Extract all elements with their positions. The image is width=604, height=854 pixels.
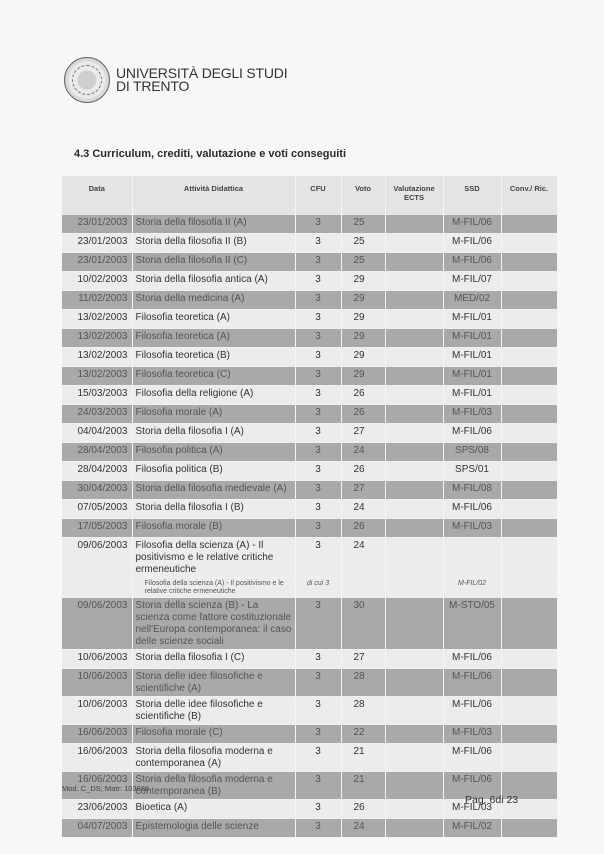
cell-voto: 29 bbox=[341, 310, 385, 329]
cell-activity: Filosofia morale (C) bbox=[132, 725, 295, 744]
cell-ects bbox=[385, 348, 443, 367]
cell-cfu: 3 bbox=[295, 744, 341, 772]
cell-date: 11/02/2003 bbox=[62, 291, 132, 310]
cell-ssd: M-FIL/06 bbox=[443, 253, 501, 272]
cell-conv bbox=[501, 348, 557, 367]
cell-conv bbox=[501, 253, 557, 272]
cell-conv bbox=[501, 500, 557, 519]
cell-ects bbox=[385, 272, 443, 291]
cell-date: 28/04/2003 bbox=[62, 462, 132, 481]
cell-ssd: M-FIL/02 bbox=[443, 578, 501, 598]
cell-voto: 25 bbox=[341, 234, 385, 253]
table-row bbox=[62, 538, 557, 578]
cell-ssd: M-FIL/01 bbox=[443, 367, 501, 386]
page-number: Pag. 6di 23 bbox=[465, 794, 519, 806]
column-header-attivita: Attività Didattica bbox=[132, 176, 295, 215]
cell-ects bbox=[385, 538, 443, 578]
cell-date: 17/05/2003 bbox=[62, 519, 132, 538]
cell-voto: 26 bbox=[341, 386, 385, 405]
cell-ssd: M-FIL/02 bbox=[443, 819, 501, 838]
cell-conv bbox=[501, 215, 557, 234]
cell-date: 13/02/2003 bbox=[62, 367, 132, 386]
cell-voto: 27 bbox=[341, 650, 385, 669]
cell-ssd: M-FIL/03 bbox=[443, 800, 501, 819]
cell-conv bbox=[501, 669, 557, 697]
cell-activity: Filosofia morale (B) bbox=[132, 519, 295, 538]
cell-ects bbox=[385, 329, 443, 348]
cell-ects bbox=[385, 424, 443, 443]
column-header-conv: Conv./ Ric. bbox=[501, 176, 557, 215]
cell-activity: Storia della filosofia II (B) bbox=[132, 234, 295, 253]
cell-cfu: 3 bbox=[295, 800, 341, 819]
cell-date: 04/07/2003 bbox=[62, 819, 132, 838]
cell-date: 30/04/2003 bbox=[62, 481, 132, 500]
cell-date: 09/06/2003 bbox=[62, 538, 132, 578]
table-row bbox=[62, 348, 557, 367]
cell-cfu: 3 bbox=[295, 772, 341, 800]
table-row bbox=[62, 744, 557, 772]
cell-activity: Filosofia politica (A) bbox=[132, 443, 295, 462]
cell-ects bbox=[385, 253, 443, 272]
cell-ects bbox=[385, 443, 443, 462]
cell-cfu: 3 bbox=[295, 462, 341, 481]
cell-conv bbox=[501, 578, 557, 598]
cell-date: 04/04/2003 bbox=[62, 424, 132, 443]
cell-ssd bbox=[443, 538, 501, 578]
table-row bbox=[62, 234, 557, 253]
cell-ects bbox=[385, 800, 443, 819]
table-row bbox=[62, 725, 557, 744]
cell-ects bbox=[385, 367, 443, 386]
cell-conv bbox=[501, 329, 557, 348]
cell-ssd: M-FIL/01 bbox=[443, 386, 501, 405]
table-row bbox=[62, 386, 557, 405]
cell-ssd: M-FIL/06 bbox=[443, 669, 501, 697]
cell-cfu: 3 bbox=[295, 669, 341, 697]
cell-conv bbox=[501, 367, 557, 386]
cell-conv bbox=[501, 386, 557, 405]
cell-activity: Filosofia della scienza (A) - Il positivismo e le relative critiche ermeneutiche bbox=[132, 578, 295, 598]
cell-ssd: M-FIL/06 bbox=[443, 650, 501, 669]
cell-ssd: M-FIL/01 bbox=[443, 348, 501, 367]
cell-date: 13/02/2003 bbox=[62, 348, 132, 367]
table-row bbox=[62, 519, 557, 538]
cell-date: 23/06/2003 bbox=[62, 800, 132, 819]
cell-ssd: M-FIL/06 bbox=[443, 500, 501, 519]
cell-date: 07/05/2003 bbox=[62, 500, 132, 519]
cell-date: 23/01/2003 bbox=[62, 215, 132, 234]
table-header-row bbox=[62, 176, 557, 215]
cell-date: 23/01/2003 bbox=[62, 234, 132, 253]
table-row bbox=[62, 272, 557, 291]
cell-ects bbox=[385, 310, 443, 329]
cell-cfu: 3 bbox=[295, 481, 341, 500]
cell-conv bbox=[501, 424, 557, 443]
cell-conv bbox=[501, 650, 557, 669]
cell-ssd: M-FIL/06 bbox=[443, 424, 501, 443]
cell-cfu: 3 bbox=[295, 538, 341, 578]
table-row bbox=[62, 291, 557, 310]
table-row bbox=[62, 443, 557, 462]
cell-cfu: 3 bbox=[295, 386, 341, 405]
cell-ssd: MED/02 bbox=[443, 291, 501, 310]
table-row bbox=[62, 215, 557, 234]
cell-activity: Filosofia politica (B) bbox=[132, 462, 295, 481]
cell-activity: Storia delle idee filosofiche e scientifiche (B) bbox=[132, 697, 295, 725]
cell-conv bbox=[501, 443, 557, 462]
cell-date: 09/06/2003 bbox=[62, 598, 132, 650]
table-row bbox=[62, 424, 557, 443]
cell-date: 16/06/2003 bbox=[62, 725, 132, 744]
cell-cfu: 3 bbox=[295, 310, 341, 329]
cell-activity: Storia della filosofia moderna e contemporanea (A) bbox=[132, 744, 295, 772]
cell-ects bbox=[385, 405, 443, 424]
cell-activity: Storia della filosofia medievale (A) bbox=[132, 481, 295, 500]
cell-conv bbox=[501, 598, 557, 650]
cell-cfu: 3 bbox=[295, 500, 341, 519]
cell-voto: 26 bbox=[341, 405, 385, 424]
cell-cfu: 3 bbox=[295, 819, 341, 838]
cell-activity: Storia della filosofia II (C) bbox=[132, 253, 295, 272]
cell-conv bbox=[501, 481, 557, 500]
cell-voto: 28 bbox=[341, 669, 385, 697]
university-seal-icon bbox=[64, 57, 110, 103]
cell-voto: 29 bbox=[341, 367, 385, 386]
cell-voto: 24 bbox=[341, 819, 385, 838]
cell-ects bbox=[385, 481, 443, 500]
cell-voto: 26 bbox=[341, 800, 385, 819]
column-header-voto: Voto bbox=[341, 176, 385, 215]
cell-conv bbox=[501, 744, 557, 772]
cell-cfu: 3 bbox=[295, 291, 341, 310]
cell-activity: Storia della filosofia I (C) bbox=[132, 650, 295, 669]
cell-cfu: 3 bbox=[295, 234, 341, 253]
cell-date: 10/06/2003 bbox=[62, 697, 132, 725]
column-header-ects: Valutazione ECTS bbox=[385, 176, 443, 215]
cell-ssd: M-FIL/06 bbox=[443, 744, 501, 772]
table-row bbox=[62, 253, 557, 272]
cell-cfu: 3 bbox=[295, 272, 341, 291]
cell-voto: 21 bbox=[341, 744, 385, 772]
cell-date: 24/03/2003 bbox=[62, 405, 132, 424]
cell-activity: Storia della scienza (B) - La scienza come fattore costituzionale nell'Europa contemporanea: il caso delle scienze sociali bbox=[132, 598, 295, 650]
cell-conv bbox=[501, 272, 557, 291]
cell-voto: 26 bbox=[341, 462, 385, 481]
cell-ects bbox=[385, 650, 443, 669]
cell-date: 13/02/2003 bbox=[62, 329, 132, 348]
cell-ects bbox=[385, 500, 443, 519]
column-header-ssd: SSD bbox=[443, 176, 501, 215]
cell-voto: 24 bbox=[341, 500, 385, 519]
cell-voto: 24 bbox=[341, 538, 385, 578]
cell-ssd: M-FIL/08 bbox=[443, 481, 501, 500]
cell-ssd: SPS/01 bbox=[443, 462, 501, 481]
table-row bbox=[62, 500, 557, 519]
cell-ects bbox=[385, 234, 443, 253]
cell-ssd: SPS/08 bbox=[443, 443, 501, 462]
cell-activity: Storia della filosofia I (B) bbox=[132, 500, 295, 519]
cell-ssd: M-FIL/01 bbox=[443, 329, 501, 348]
cell-ssd: M-FIL/03 bbox=[443, 725, 501, 744]
cell-activity: Storia della filosofia II (A) bbox=[132, 215, 295, 234]
cell-ects bbox=[385, 819, 443, 838]
table-row bbox=[62, 650, 557, 669]
cell-ssd: M-FIL/01 bbox=[443, 310, 501, 329]
cell-cfu: 3 bbox=[295, 443, 341, 462]
cell-ssd: M-FIL/06 bbox=[443, 215, 501, 234]
cell-activity: Storia della filosofia moderna e contemporanea (B) bbox=[132, 772, 295, 800]
cell-activity: Storia della medicina (A) bbox=[132, 291, 295, 310]
cell-ects bbox=[385, 578, 443, 598]
module-reference: Mod. C_DS; Matr: 103686 bbox=[62, 784, 150, 793]
cell-cfu: 3 bbox=[295, 329, 341, 348]
cell-ssd: M-FIL/06 bbox=[443, 234, 501, 253]
table-row bbox=[62, 367, 557, 386]
cell-ssd: M-FIL/06 bbox=[443, 697, 501, 725]
cell-conv bbox=[501, 697, 557, 725]
cell-cfu: 3 bbox=[295, 348, 341, 367]
cell-activity: Filosofia teoretica (B) bbox=[132, 348, 295, 367]
cell-ects bbox=[385, 215, 443, 234]
cell-cfu: 3 bbox=[295, 367, 341, 386]
table-row bbox=[62, 697, 557, 725]
cell-voto: 29 bbox=[341, 329, 385, 348]
cell-voto: 29 bbox=[341, 272, 385, 291]
cell-conv bbox=[501, 234, 557, 253]
cell-date: 23/01/2003 bbox=[62, 253, 132, 272]
cell-activity: Filosofia morale (A) bbox=[132, 405, 295, 424]
cell-ects bbox=[385, 697, 443, 725]
cell-voto: 25 bbox=[341, 253, 385, 272]
cell-date: 28/04/2003 bbox=[62, 443, 132, 462]
cell-voto: 26 bbox=[341, 519, 385, 538]
university-logo bbox=[64, 57, 287, 103]
cell-conv bbox=[501, 725, 557, 744]
cell-date: 13/02/2003 bbox=[62, 310, 132, 329]
column-header-data: Data bbox=[62, 176, 132, 215]
cell-voto: 29 bbox=[341, 291, 385, 310]
cell-date: 10/06/2003 bbox=[62, 669, 132, 697]
cell-cfu: 3 bbox=[295, 215, 341, 234]
cell-voto: 25 bbox=[341, 215, 385, 234]
table-row bbox=[62, 405, 557, 424]
cell-activity: Bioetica (A) bbox=[132, 800, 295, 819]
cell-ssd: M-FIL/03 bbox=[443, 519, 501, 538]
cell-date: 15/03/2003 bbox=[62, 386, 132, 405]
cell-cfu: 3 bbox=[295, 253, 341, 272]
cell-voto: 29 bbox=[341, 348, 385, 367]
cell-cfu: 3 bbox=[295, 725, 341, 744]
cell-ssd: M-STO/05 bbox=[443, 598, 501, 650]
cell-ects bbox=[385, 291, 443, 310]
table-row bbox=[62, 669, 557, 697]
cell-ects bbox=[385, 462, 443, 481]
cell-activity: Storia delle idee filosofiche e scientifiche (A) bbox=[132, 669, 295, 697]
cell-conv bbox=[501, 819, 557, 838]
cell-conv bbox=[501, 405, 557, 424]
cell-activity: Storia della filosofia antica (A) bbox=[132, 272, 295, 291]
cell-voto: 28 bbox=[341, 697, 385, 725]
table-row bbox=[62, 329, 557, 348]
university-name bbox=[116, 67, 287, 93]
cell-activity: Filosofia teoretica (C) bbox=[132, 367, 295, 386]
cell-activity: Epistemologia delle scienze bbox=[132, 819, 295, 838]
cell-ssd: M-FIL/06 bbox=[443, 772, 501, 800]
cell-cfu: di cui 3 bbox=[295, 578, 341, 598]
cell-date bbox=[62, 578, 132, 598]
cell-conv bbox=[501, 310, 557, 329]
cell-ects bbox=[385, 519, 443, 538]
section-title: 4.3 Curriculum, crediti, valutazione e voti conseguiti bbox=[74, 148, 347, 160]
cell-cfu: 3 bbox=[295, 598, 341, 650]
curriculum-table bbox=[62, 176, 558, 838]
cell-voto: 27 bbox=[341, 424, 385, 443]
column-header-cfu: CFU bbox=[295, 176, 341, 215]
table-row bbox=[62, 819, 557, 838]
cell-ssd: M-FIL/03 bbox=[443, 405, 501, 424]
cell-ects bbox=[385, 386, 443, 405]
cell-voto bbox=[341, 578, 385, 598]
cell-date: 16/06/2003 bbox=[62, 772, 132, 800]
university-name-line2: DI TRENTO bbox=[116, 78, 190, 94]
table-row bbox=[62, 462, 557, 481]
cell-voto: 22 bbox=[341, 725, 385, 744]
table-row bbox=[62, 481, 557, 500]
cell-cfu: 3 bbox=[295, 405, 341, 424]
cell-ects bbox=[385, 772, 443, 800]
cell-cfu: 3 bbox=[295, 424, 341, 443]
table-row bbox=[62, 598, 557, 650]
cell-date: 10/02/2003 bbox=[62, 272, 132, 291]
cell-voto: 30 bbox=[341, 598, 385, 650]
cell-conv bbox=[501, 291, 557, 310]
cell-activity: Filosofia della religione (A) bbox=[132, 386, 295, 405]
table-row bbox=[62, 310, 557, 329]
cell-conv bbox=[501, 462, 557, 481]
cell-conv bbox=[501, 519, 557, 538]
cell-conv bbox=[501, 538, 557, 578]
cell-voto: 27 bbox=[341, 481, 385, 500]
cell-date: 16/06/2003 bbox=[62, 744, 132, 772]
cell-voto: 21 bbox=[341, 772, 385, 800]
cell-voto: 24 bbox=[341, 443, 385, 462]
cell-activity: Filosofia teoretica (A) bbox=[132, 310, 295, 329]
cell-cfu: 3 bbox=[295, 519, 341, 538]
cell-activity: Filosofia della scienza (A) - Il positivismo e le relative critiche ermeneutiche bbox=[132, 538, 295, 578]
cell-cfu: 3 bbox=[295, 697, 341, 725]
cell-ects bbox=[385, 725, 443, 744]
cell-cfu: 3 bbox=[295, 650, 341, 669]
cell-ects bbox=[385, 744, 443, 772]
cell-activity: Filosofia teoretica (A) bbox=[132, 329, 295, 348]
cell-activity: Storia della filosofia I (A) bbox=[132, 424, 295, 443]
table-subrow bbox=[62, 578, 557, 598]
university-name-line1: UNIVERSITÀ DEGLI STUDI bbox=[116, 65, 288, 81]
cell-ects bbox=[385, 669, 443, 697]
cell-ects bbox=[385, 598, 443, 650]
cell-date: 10/06/2003 bbox=[62, 650, 132, 669]
cell-ssd: M-FIL/07 bbox=[443, 272, 501, 291]
